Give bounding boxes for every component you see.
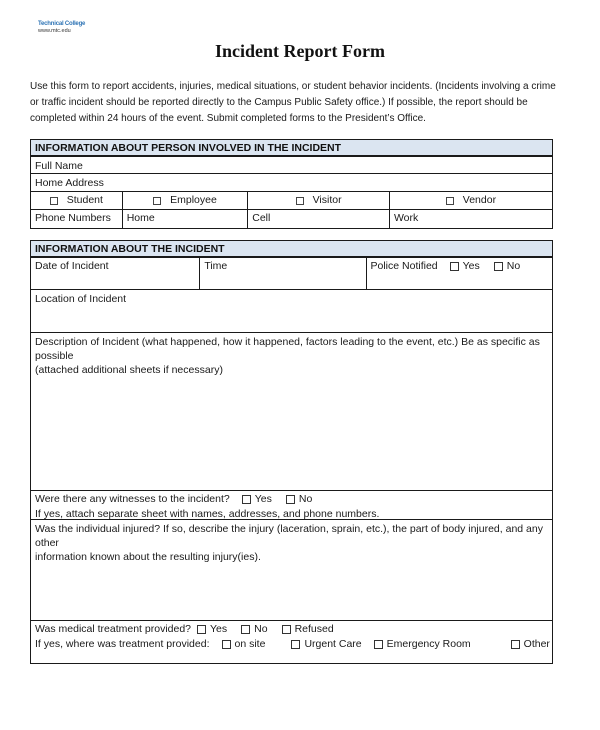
phone-cell-label: Cell — [252, 212, 271, 224]
witness-question-label: Were there any witnesses to the incident? — [35, 493, 230, 505]
time-label: Time — [204, 260, 228, 272]
treatment-where-line — [31, 636, 552, 651]
role-option-employee[interactable] — [123, 192, 249, 209]
police-yes-label: Yes — [462, 260, 480, 272]
police-yes-checkbox[interactable] — [450, 262, 459, 271]
treatment-refused-label: Refused — [294, 623, 334, 635]
witness-note: If yes, attach separate sheet with names, addresses, and phone numbers. — [35, 508, 380, 520]
description-field[interactable] — [31, 333, 552, 490]
description-label-line1: Description of Incident (what happened, how it happened, factors leading to the event, etc.) Be as specific as possible — [35, 336, 540, 362]
treatment-yes-checkbox[interactable] — [197, 625, 206, 634]
treatment-refused-checkbox[interactable] — [282, 625, 291, 634]
location-label: Location of Incident — [35, 293, 127, 305]
treatment-row — [31, 621, 552, 663]
vendor-checkbox[interactable] — [446, 197, 454, 205]
date-time-police-row — [31, 258, 552, 290]
treatment-other-checkbox[interactable] — [511, 640, 520, 649]
location-row — [31, 290, 552, 333]
home-address-field[interactable] — [31, 174, 552, 191]
phone-cell-field[interactable] — [248, 210, 390, 228]
person-info-table — [30, 139, 553, 229]
employee-label: Employee — [170, 194, 217, 206]
treatment-er-checkbox[interactable] — [374, 640, 383, 649]
phone-numbers-label: Phone Numbers — [31, 210, 123, 228]
role-option-student[interactable] — [31, 192, 123, 209]
incident-info-table — [30, 240, 553, 664]
treatment-urgentcare-checkbox[interactable] — [291, 640, 300, 649]
treatment-onsite-label: on site — [234, 638, 266, 650]
date-of-incident-label: Date of Incident — [35, 260, 109, 272]
date-of-incident-field[interactable] — [31, 258, 200, 289]
form-instructions: Use this form to report accidents, injuries, medical situations, or student behavior incidents. (Incidents involving a crime or traffic incident should be reported directly to the Campus Public Safety office.) If possible, the report should be completed within 24 hours of the event. Submit completed forms to the President’s Office. — [30, 81, 556, 124]
witnesses-row — [31, 491, 552, 520]
visitor-label: Visitor — [312, 194, 342, 206]
page-title: Incident Report Form — [215, 41, 385, 61]
treatment-question-label: Was medical treatment provided? — [35, 623, 192, 635]
description-row — [31, 333, 552, 491]
injury-question-line2: information known about the resulting injury(ies). — [35, 551, 261, 563]
phone-work-label: Work — [393, 212, 419, 224]
treatment-onsite-checkbox[interactable] — [222, 640, 231, 649]
role-row — [31, 192, 552, 210]
time-field[interactable] — [200, 258, 366, 289]
full-name-label: Full Name — [35, 160, 83, 172]
witness-yes-checkbox[interactable] — [242, 495, 251, 504]
treatment-er-label: Emergency Room — [386, 638, 471, 650]
police-no-checkbox[interactable] — [494, 262, 503, 271]
treatment-where-label: If yes, where was treatment provided: — [35, 638, 210, 650]
injury-question-line1: Was the individual injured? If so, describe the injury (laceration, sprain, etc.), the part of body injured, and any other — [35, 523, 543, 549]
employee-checkbox[interactable] — [153, 197, 161, 205]
role-option-visitor[interactable] — [248, 192, 390, 209]
home-address-label: Home Address — [35, 177, 104, 189]
location-field[interactable] — [31, 290, 552, 332]
witness-yes-label: Yes — [254, 493, 272, 505]
injury-field[interactable] — [31, 520, 552, 620]
vendor-label: Vendor — [462, 194, 497, 206]
student-checkbox[interactable] — [50, 197, 58, 205]
visitor-checkbox[interactable] — [296, 197, 304, 205]
phone-numbers-row — [31, 210, 552, 228]
phone-home-field[interactable] — [123, 210, 249, 228]
college-logo-name: Technical College — [38, 21, 86, 27]
witness-question-line — [31, 491, 552, 506]
treatment-urgentcare-label: Urgent Care — [304, 638, 362, 650]
witness-no-label: No — [298, 493, 313, 505]
police-no-label: No — [506, 260, 521, 272]
treatment-question-line — [31, 621, 552, 636]
phone-work-field[interactable] — [390, 210, 552, 228]
student-label: Student — [66, 194, 103, 206]
witnesses-field — [31, 491, 552, 519]
police-notified-field — [367, 258, 552, 289]
description-label-line2: (attached additional sheets if necessary) — [35, 364, 223, 376]
treatment-yes-label: Yes — [210, 623, 228, 635]
treatment-other-label: Other — [523, 638, 550, 650]
treatment-no-checkbox[interactable] — [241, 625, 250, 634]
injury-row — [31, 520, 552, 621]
home-address-row — [31, 174, 552, 192]
full-name-field[interactable] — [31, 157, 552, 173]
phone-home-label: Home — [126, 212, 155, 224]
college-logo — [38, 21, 85, 35]
role-option-vendor[interactable] — [390, 192, 552, 209]
police-notified-label: Police Notified — [370, 260, 438, 272]
person-section-header: INFORMATION ABOUT PERSON INVOLVED IN THE INCIDENT — [31, 140, 552, 157]
treatment-field — [31, 621, 552, 663]
witness-no-checkbox[interactable] — [286, 495, 295, 504]
incident-section-header: INFORMATION ABOUT THE INCIDENT — [31, 241, 552, 258]
college-logo-url: www.mtc.edu — [38, 28, 71, 34]
full-name-row — [31, 157, 552, 174]
treatment-no-label: No — [254, 623, 268, 635]
